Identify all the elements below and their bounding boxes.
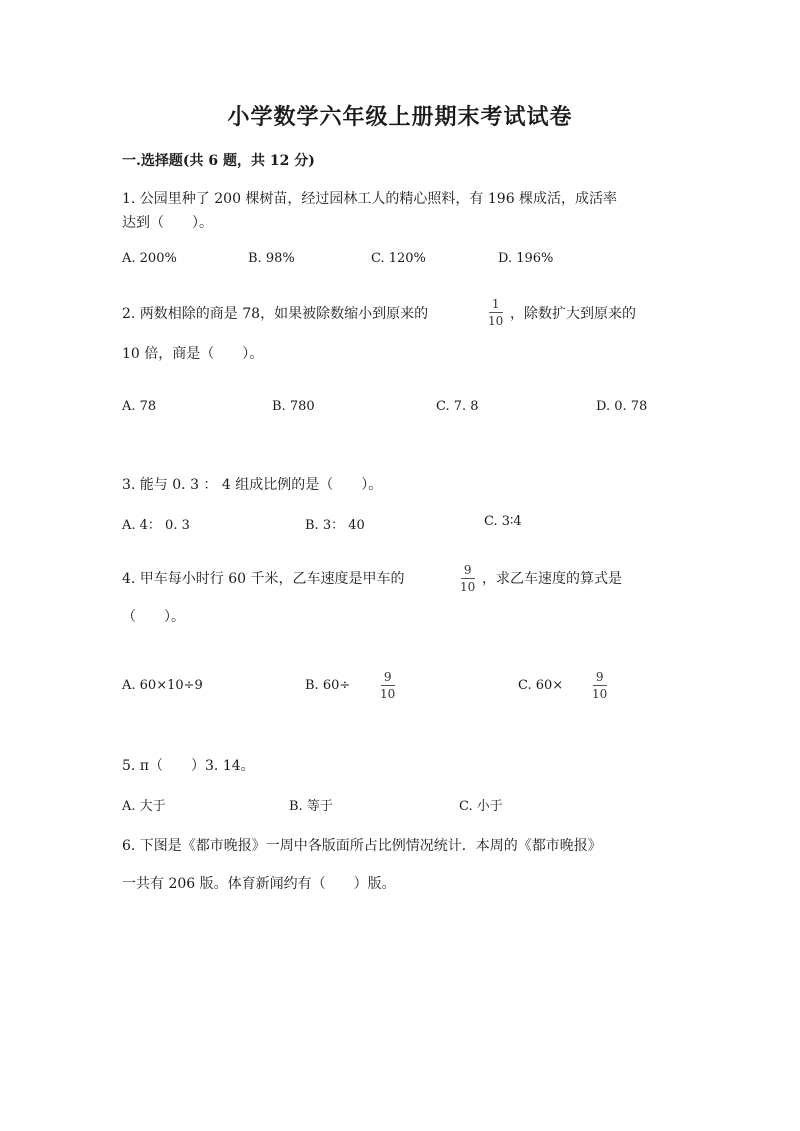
question-2-option-d: D. 0. 78 bbox=[596, 399, 648, 414]
page-title: 小学数学六年级上册期末考试试卷 bbox=[227, 104, 573, 130]
question-3-option-c: C. 3∶4 bbox=[484, 514, 522, 529]
fraction-denominator: 10 bbox=[488, 314, 504, 328]
fraction-denominator: 10 bbox=[592, 687, 608, 701]
question-2-line-1-start: 2. 两数相除的商是 78，如果被除数缩小到原来的 bbox=[122, 306, 429, 322]
question-2-fraction bbox=[488, 297, 503, 328]
question-5-option-b: B. 等于 bbox=[289, 799, 333, 814]
question-3-line-1: 3. 能与 0. 3 ： 4 组成比例的是（ ）。 bbox=[122, 477, 383, 493]
question-2-option-c: C. 7. 8 bbox=[436, 399, 479, 414]
question-5-option-c: C. 小于 bbox=[459, 799, 503, 814]
fraction-bar bbox=[489, 312, 503, 313]
question-2-line-1-end: ，除数扩大到原来的 bbox=[510, 306, 636, 322]
question-2-line-2: 10 倍，商是（ ）。 bbox=[122, 346, 264, 362]
question-3-option-b: B. 3： 40 bbox=[305, 518, 365, 533]
question-4-option-b-fraction bbox=[380, 670, 395, 701]
fraction-bar bbox=[461, 578, 475, 579]
fraction-denominator: 10 bbox=[380, 687, 396, 701]
fraction-numerator: 9 bbox=[595, 670, 604, 684]
question-6-line-2: 一共有 206 版。体育新闻约有（ ）版。 bbox=[122, 876, 396, 892]
fraction-bar bbox=[381, 685, 395, 686]
section-heading: 一.选择题(共 6 题，共 12 分) bbox=[122, 153, 315, 169]
fraction-numerator: 1 bbox=[491, 297, 500, 311]
question-4-option-c: C. 60× bbox=[518, 678, 564, 693]
question-1-line-1: 1. 公园里种了 200 棵树苗，经过园林工人的精心照料，有 196 棵成活，成活率 bbox=[122, 191, 618, 207]
fraction-bar bbox=[593, 685, 607, 686]
question-1-line-2: 达到（ ）。 bbox=[122, 215, 213, 231]
question-5-option-a: A. 大于 bbox=[122, 799, 166, 814]
question-2-option-a: A. 78 bbox=[122, 399, 157, 414]
fraction-numerator: 9 bbox=[463, 563, 472, 577]
question-3-option-a: A. 4： 0. 3 bbox=[122, 518, 190, 533]
question-4-line-1-end: ，求乙车速度的算式是 bbox=[482, 571, 622, 587]
question-1-option-c: C. 120% bbox=[371, 251, 426, 266]
question-4-option-a: A. 60×10÷9 bbox=[122, 678, 203, 693]
fraction-denominator: 10 bbox=[460, 580, 476, 594]
question-4-line-2: （ ）。 bbox=[122, 609, 185, 625]
question-4-fraction bbox=[460, 563, 475, 594]
question-1-option-d: D. 196% bbox=[498, 251, 554, 266]
question-6-line-1: 6. 下图是《都市晚报》一周中各版面所占比例情况统计．本周的《都市晚报》 bbox=[122, 838, 602, 854]
question-5-line-1: 5. π（ ）3. 14。 bbox=[122, 758, 255, 774]
question-4-option-c-fraction bbox=[592, 670, 607, 701]
question-1-option-a: A. 200% bbox=[122, 251, 177, 266]
question-2-option-b: B. 780 bbox=[272, 399, 315, 414]
question-4-line-1-start: 4. 甲车每小时行 60 千米，乙车速度是甲车的 bbox=[122, 571, 405, 587]
fraction-numerator: 9 bbox=[383, 670, 392, 684]
question-4-option-b: B. 60÷ bbox=[305, 678, 351, 693]
question-1-option-b: B. 98% bbox=[248, 251, 295, 266]
